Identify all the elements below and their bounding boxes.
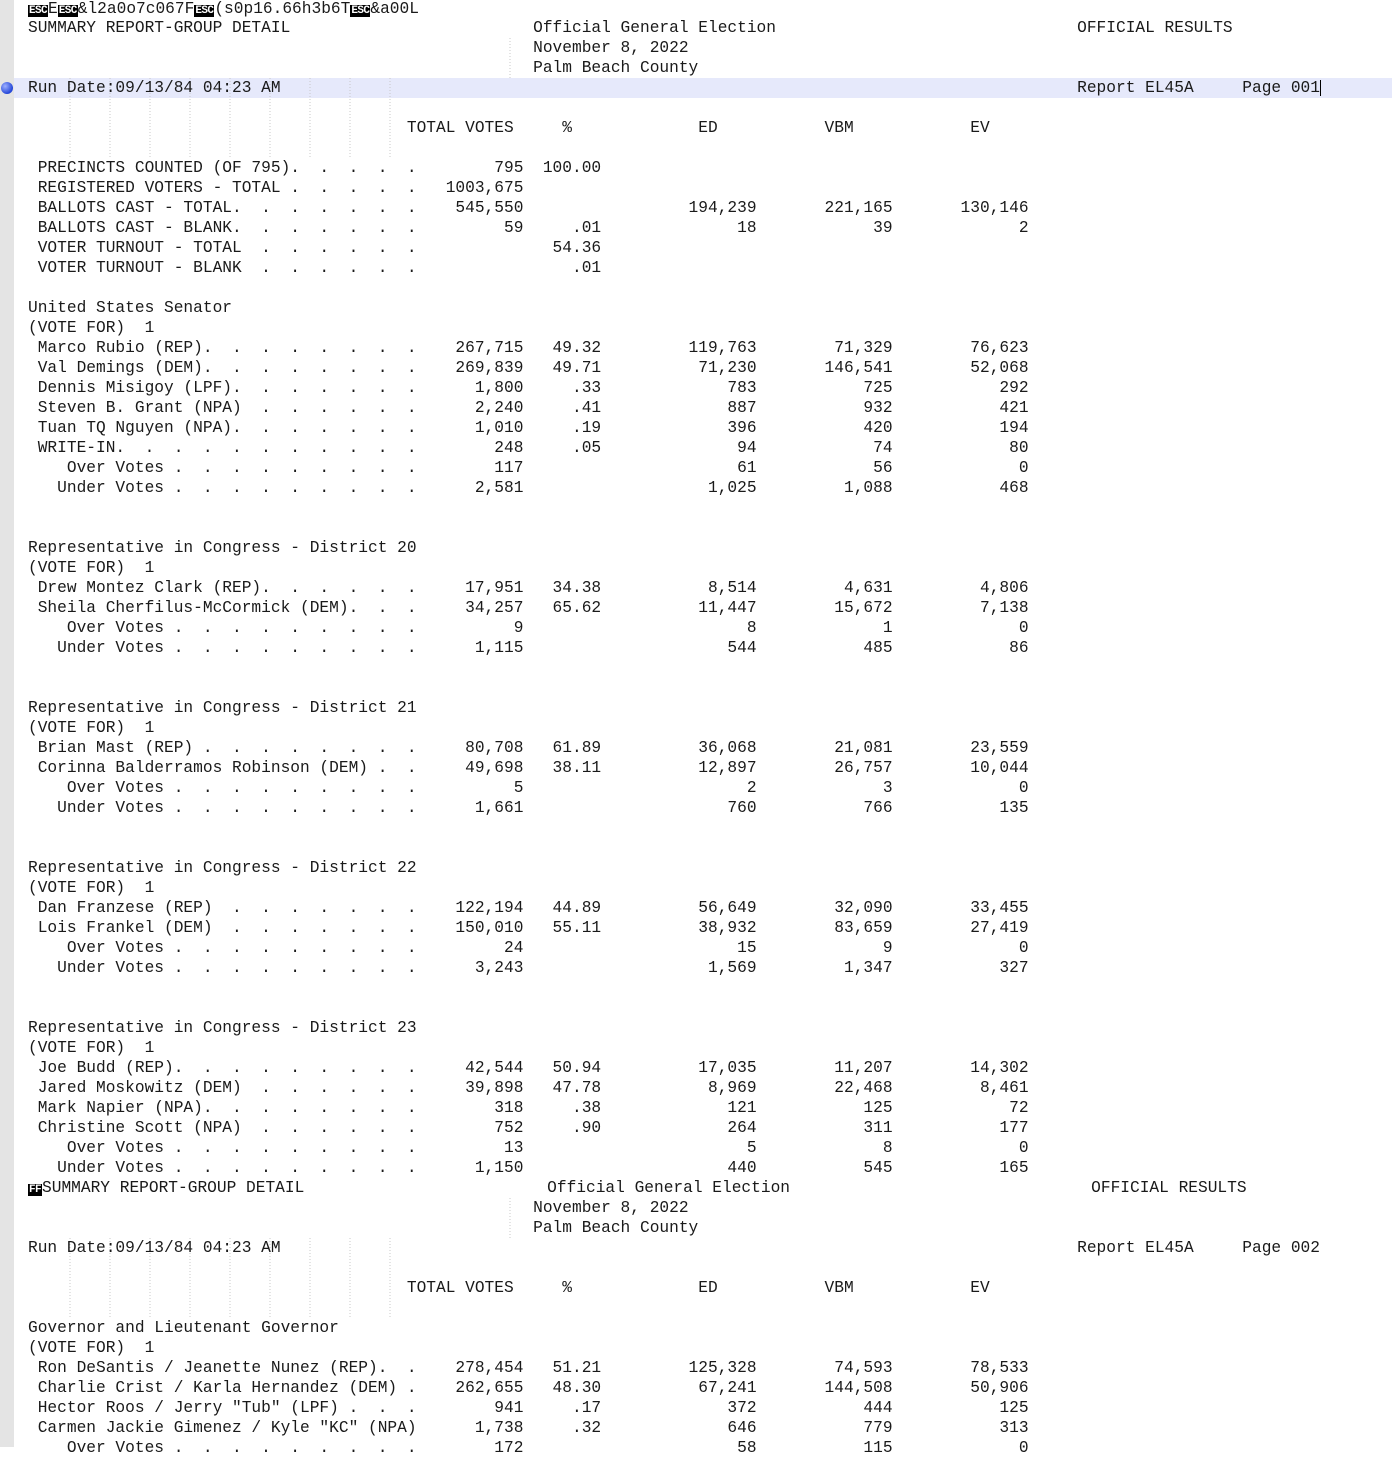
under-votes-row: Under Votes . . . . . . . . . 1,150 440 545 165 (28, 1159, 1029, 1177)
report-row: BALLOTS CAST - BLANK. . . . . . . 59 .01 18 39 2 (28, 219, 1029, 237)
candidate-row: Brian Mast (REP) . . . . . . . . 80,708 61.89 36,068 21,081 23,559 (28, 739, 1029, 757)
report-row: PRECINCTS COUNTED (OF 795). . . . . 795 100.00 (28, 159, 602, 177)
candidate-row: Dan Franzese (REP) . . . . . . . 122,194 44.89 56,649 32,090 33,455 (28, 899, 1029, 917)
esc-control-char: ESC (351, 5, 370, 17)
candidate-row: Drew Montez Clark (REP). . . . . . 17,951 34.38 8,514 4,631 4,806 (28, 579, 1029, 597)
printer-control-line: ESCEESC&l2a0o7c067FESC(s0p16.66h3b6TESC&a00L (29, 0, 419, 18)
form-feed-control-char: FF (29, 1184, 42, 1196)
candidate-row: Christine Scott (NPA) . . . . . . 752 .90 264 311 177 (28, 1119, 1029, 1137)
vote-for-line: (VOTE FOR) 1 (28, 1039, 155, 1057)
run-date-line (28, 78, 1321, 98)
candidate-row: Corinna Balderramos Robinson (DEM) . . 49,698 38.11 12,897 26,757 10,044 (28, 759, 1029, 777)
under-votes-row: Under Votes . . . . . . . . . 2,581 1,025 1,088 468 (28, 479, 1029, 497)
report-county-line: Palm Beach County (28, 59, 699, 77)
run-date-line: Run Date:09/13/84 04:23 AM Report EL45A Page 002 (28, 1239, 1320, 1257)
vote-for-line: (VOTE FOR) 1 (28, 719, 155, 737)
vote-for-line: (VOTE FOR) 1 (28, 1339, 155, 1357)
report-header-text: SUMMARY REPORT-GROUP DETAIL Official General Election OFFICIAL RESULTS (42, 1179, 1247, 1197)
esc-control-char: ESC (58, 5, 77, 17)
report-date-line: November 8, 2022 (28, 1199, 689, 1217)
esc-control-char: ESC (195, 5, 214, 17)
candidate-row: Tuan TQ Nguyen (NPA). . . . . . . 1,010 .19 396 420 194 (28, 419, 1029, 437)
report-date-line: November 8, 2022 (28, 39, 689, 57)
printer-code-segment: (s0p16.66h3b6T (214, 0, 351, 18)
bookmark-icon[interactable] (1, 82, 13, 94)
candidate-row: Lois Frankel (DEM) . . . . . . . 150,010 55.11 38,932 83,659 27,419 (28, 919, 1029, 937)
report-row: BALLOTS CAST - TOTAL. . . . . . . 545,550 194,239 221,165 130,146 (28, 199, 1029, 217)
candidate-row: Ron DeSantis / Jeanette Nunez (REP). . 278,454 51.21 125,328 74,593 78,533 (28, 1359, 1029, 1377)
report-county-line: Palm Beach County (28, 1219, 699, 1237)
printer-code-segment: &a00L (370, 0, 419, 18)
report-row: VOTER TURNOUT - TOTAL . . . . . . 54.36 (28, 239, 602, 257)
candidate-row: Hector Roos / Jerry "Tub" (LPF) . . . 941 .17 372 444 125 (28, 1399, 1029, 1417)
candidate-row: Carmen Jackie Gimenez / Kyle "KC" (NPA) 1,738 .32 646 779 313 (28, 1419, 1029, 1437)
report-header-line: SUMMARY REPORT-GROUP DETAIL Official General Election OFFICIAL RESULTS (28, 19, 1233, 37)
candidate-row: Charlie Crist / Karla Hernandez (DEM) . 262,655 48.30 67,241 144,508 50,906 (28, 1379, 1029, 1397)
contest-title: Representative in Congress - District 22 (28, 859, 417, 877)
contest-title: Governor and Lieutenant Governor (28, 1319, 339, 1337)
report-row: VOTER TURNOUT - BLANK . . . . . . .01 (28, 259, 602, 277)
contest-title: Representative in Congress - District 20 (28, 539, 417, 557)
column-header-line: TOTAL VOTES % ED VBM EV (28, 1279, 990, 1297)
contest-title: Representative in Congress - District 21 (28, 699, 417, 717)
candidate-row: Joe Budd (REP). . . . . . . . . 42,544 50.94 17,035 11,207 14,302 (28, 1059, 1029, 1077)
report-row: REGISTERED VOTERS - TOTAL . . . . . 1003,675 (28, 179, 524, 197)
vote-for-line: (VOTE FOR) 1 (28, 559, 155, 577)
over-votes-row: Over Votes . . . . . . . . . 9 8 1 0 (28, 619, 1029, 637)
candidate-row: Mark Napier (NPA). . . . . . . . 318 .38 121 125 72 (28, 1099, 1029, 1117)
column-header-line: TOTAL VOTES % ED VBM EV (28, 119, 990, 137)
vote-for-line: (VOTE FOR) 1 (28, 879, 155, 897)
over-votes-row: Over Votes . . . . . . . . . 117 61 56 0 (28, 459, 1029, 477)
candidate-row: Jared Moskowitz (DEM) . . . . . . 39,898 47.78 8,969 22,468 8,461 (28, 1079, 1029, 1097)
candidate-row: Sheila Cherfilus-McCormick (DEM). . . 34,257 65.62 11,447 15,672 7,138 (28, 599, 1029, 617)
vote-for-line: (VOTE FOR) 1 (28, 319, 155, 337)
printer-code-segment: &l2a0o7c067F (77, 0, 195, 18)
report-header-line (28, 1178, 1247, 1198)
under-votes-row: Under Votes . . . . . . . . . 1,661 760 766 135 (28, 799, 1029, 817)
text-cursor (1320, 80, 1321, 96)
candidate-row: Dennis Misigoy (LPF). . . . . . . 1,800 .33 783 725 292 (28, 379, 1029, 397)
over-votes-row: Over Votes . . . . . . . . . 13 5 8 0 (28, 1139, 1029, 1157)
editor-gutter[interactable] (0, 0, 14, 1447)
candidate-row: Steven B. Grant (NPA) . . . . . . 2,240 .41 887 932 421 (28, 399, 1029, 417)
over-votes-row: Over Votes . . . . . . . . . 24 15 9 0 (28, 939, 1029, 957)
esc-control-char: ESC (29, 5, 48, 17)
over-votes-row: Over Votes . . . . . . . . . 172 58 115 0 (28, 1439, 1029, 1457)
over-votes-row: Over Votes . . . . . . . . . 5 2 3 0 (28, 779, 1029, 797)
run-date-text: Run Date:09/13/84 04:23 AM Report EL45A Page 001 (28, 79, 1320, 97)
candidate-row: Marco Rubio (REP). . . . . . . . 267,715 49.32 119,763 71,329 76,623 (28, 339, 1029, 357)
candidate-row: WRITE-IN. . . . . . . . . . . 248 .05 94 74 80 (28, 439, 1029, 457)
under-votes-row: Under Votes . . . . . . . . . 1,115 544 485 86 (28, 639, 1029, 657)
contest-title: United States Senator (28, 299, 232, 317)
contest-title: Representative in Congress - District 23 (28, 1019, 417, 1037)
under-votes-row: Under Votes . . . . . . . . . 3,243 1,569 1,347 327 (28, 959, 1029, 977)
candidate-row: Val Demings (DEM). . . . . . . . 269,839 49.71 71,230 146,541 52,068 (28, 359, 1029, 377)
